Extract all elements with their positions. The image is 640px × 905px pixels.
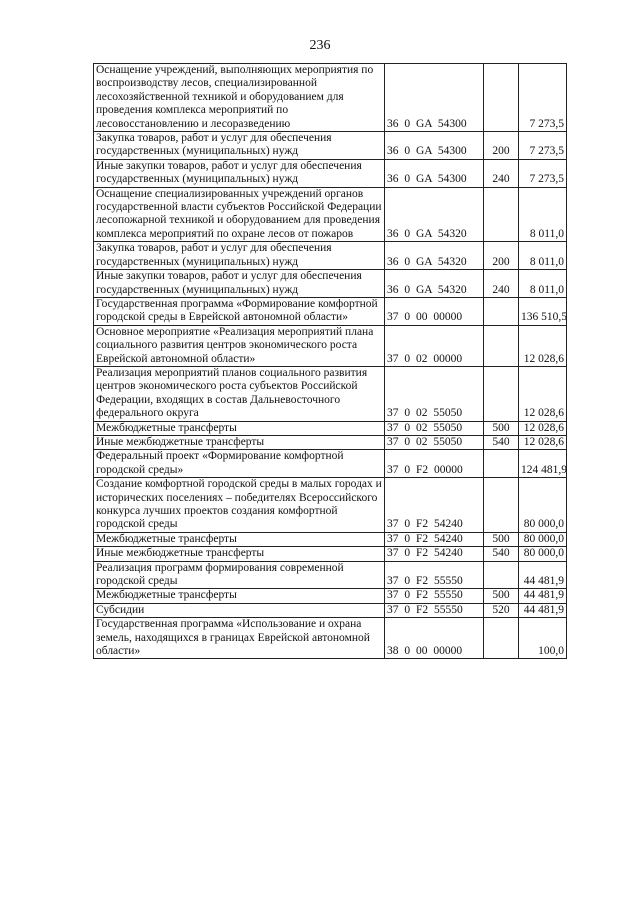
row-code-cell: 36 0 GA 54320 [385, 187, 484, 242]
row-name-cell: Иные закупки товаров, работ и услуг для обеспечения государственных (муниципальных) нужд [94, 159, 385, 187]
table-row [94, 366, 567, 421]
row-name-cell: Государственная программа «Формирование комфортной городской среды в Еврейской автономной области» [94, 297, 385, 325]
row-code-cell: 37 0 02 55050 [385, 435, 484, 449]
row-code-cell: 37 0 02 55050 [385, 421, 484, 435]
row-type-cell [484, 561, 519, 589]
table-row [94, 325, 567, 366]
row-code-cell: 37 0 F2 00000 [385, 450, 484, 478]
row-type-cell [484, 187, 519, 242]
row-name-cell: Иные межбюджетные трансферты [94, 435, 385, 449]
row-type-cell [484, 325, 519, 366]
row-name-cell: Реализация программ формирования современной городской среды [94, 561, 385, 589]
row-name-cell: Иные межбюджетные трансферты [94, 547, 385, 561]
table-row [94, 450, 567, 478]
row-name-cell: Иные закупки товаров, работ и услуг для обеспечения государственных (муниципальных) нужд [94, 270, 385, 298]
row-code-cell: 36 0 GA 54320 [385, 270, 484, 298]
table-row [94, 242, 567, 270]
table-row [94, 478, 567, 533]
table-row [94, 132, 567, 160]
row-amount-cell: 80 000,0 [519, 478, 567, 533]
row-name-cell: Закупка товаров, работ и услуг для обеспечения государственных (муниципальных) нужд [94, 132, 385, 160]
row-code-cell: 37 0 F2 54240 [385, 547, 484, 561]
row-amount-cell: 80 000,0 [519, 547, 567, 561]
row-name-cell: Межбюджетные трансферты [94, 589, 385, 603]
row-amount-cell: 7 273,5 [519, 159, 567, 187]
row-amount-cell: 12 028,6 [519, 366, 567, 421]
row-name-cell: Межбюджетные трансферты [94, 421, 385, 435]
row-type-cell [484, 297, 519, 325]
row-type-cell [484, 366, 519, 421]
row-name-cell: Реализация мероприятий планов социального развития центров экономического роста субъектов Российской Федерации, входящих в состав Дальневосточного федерального округа [94, 366, 385, 421]
row-name-cell: Оснащение специализированных учреждений органов государственной власти субъектов Российской Федерации лесопожарной техникой и оборудованием для проведения комплекса мероприятий по охране лесов от пожаров [94, 187, 385, 242]
row-code-cell: 36 0 GA 54300 [385, 64, 484, 132]
table-row [94, 547, 567, 561]
row-amount-cell: 100,0 [519, 618, 567, 659]
table-row [94, 159, 567, 187]
table-row [94, 187, 567, 242]
row-type-cell [484, 478, 519, 533]
row-code-cell: 37 0 F2 54240 [385, 532, 484, 546]
row-amount-cell: 44 481,9 [519, 589, 567, 603]
row-name-cell: Закупка товаров, работ и услуг для обеспечения государственных (муниципальных) нужд [94, 242, 385, 270]
row-code-cell: 37 0 F2 55550 [385, 603, 484, 617]
row-code-cell: 38 0 00 00000 [385, 618, 484, 659]
row-amount-cell: 44 481,9 [519, 603, 567, 617]
table-row [94, 64, 567, 132]
table-row [94, 561, 567, 589]
row-type-cell: 540 [484, 435, 519, 449]
table-row [94, 603, 567, 617]
row-code-cell: 36 0 GA 54320 [385, 242, 484, 270]
row-amount-cell: 124 481,9 [519, 450, 567, 478]
row-type-cell: 200 [484, 242, 519, 270]
row-type-cell: 200 [484, 132, 519, 160]
table-row [94, 532, 567, 546]
row-type-cell [484, 618, 519, 659]
row-type-cell: 500 [484, 421, 519, 435]
row-type-cell: 240 [484, 159, 519, 187]
row-code-cell: 37 0 F2 55550 [385, 561, 484, 589]
row-amount-cell: 80 000,0 [519, 532, 567, 546]
budget-table-body [94, 64, 567, 659]
row-type-cell [484, 450, 519, 478]
row-amount-cell: 8 011,0 [519, 242, 567, 270]
row-code-cell: 36 0 GA 54300 [385, 132, 484, 160]
row-amount-cell: 7 273,5 [519, 64, 567, 132]
row-name-cell: Оснащение учреждений, выполняющих мероприятия по воспроизводству лесов, специализированной лесохозяйственной техникой и оборудованием для проведения комплекса мероприятий по лесовосстановлению и лесоразведению [94, 64, 385, 132]
row-name-cell: Федеральный проект «Формирование комфортной городской среды» [94, 450, 385, 478]
table-row [94, 270, 567, 298]
row-name-cell: Основное мероприятие «Реализация мероприятий плана социального развития центров экономического роста Еврейской автономной области» [94, 325, 385, 366]
table-row [94, 589, 567, 603]
row-code-cell: 37 0 02 55050 [385, 366, 484, 421]
table-row [94, 297, 567, 325]
row-name-cell: Субсидии [94, 603, 385, 617]
row-type-cell: 500 [484, 532, 519, 546]
row-type-cell: 520 [484, 603, 519, 617]
row-amount-cell: 136 510,5 [519, 297, 567, 325]
budget-table [93, 63, 567, 659]
row-type-cell: 500 [484, 589, 519, 603]
row-type-cell: 540 [484, 547, 519, 561]
row-amount-cell: 8 011,0 [519, 187, 567, 242]
row-code-cell: 37 0 F2 54240 [385, 478, 484, 533]
table-row [94, 618, 567, 659]
row-type-cell: 240 [484, 270, 519, 298]
row-code-cell: 36 0 GA 54300 [385, 159, 484, 187]
row-amount-cell: 12 028,6 [519, 435, 567, 449]
page-number: 236 [309, 38, 331, 53]
row-amount-cell: 8 011,0 [519, 270, 567, 298]
row-name-cell: Государственная программа «Использование и охрана земель, находящихся в границах Еврейской автономной области» [94, 618, 385, 659]
table-row [94, 435, 567, 449]
row-code-cell: 37 0 00 00000 [385, 297, 484, 325]
row-type-cell [484, 64, 519, 132]
row-amount-cell: 44 481,9 [519, 561, 567, 589]
table-row [94, 421, 567, 435]
row-name-cell: Межбюджетные трансферты [94, 532, 385, 546]
row-amount-cell: 7 273,5 [519, 132, 567, 160]
row-code-cell: 37 0 02 00000 [385, 325, 484, 366]
row-name-cell: Создание комфортной городской среды в малых городах и исторических поселениях – победителях Всероссийского конкурса лучших проектов создания комфортной городской среды [94, 478, 385, 533]
row-amount-cell: 12 028,6 [519, 421, 567, 435]
row-amount-cell: 12 028,6 [519, 325, 567, 366]
row-code-cell: 37 0 F2 55550 [385, 589, 484, 603]
